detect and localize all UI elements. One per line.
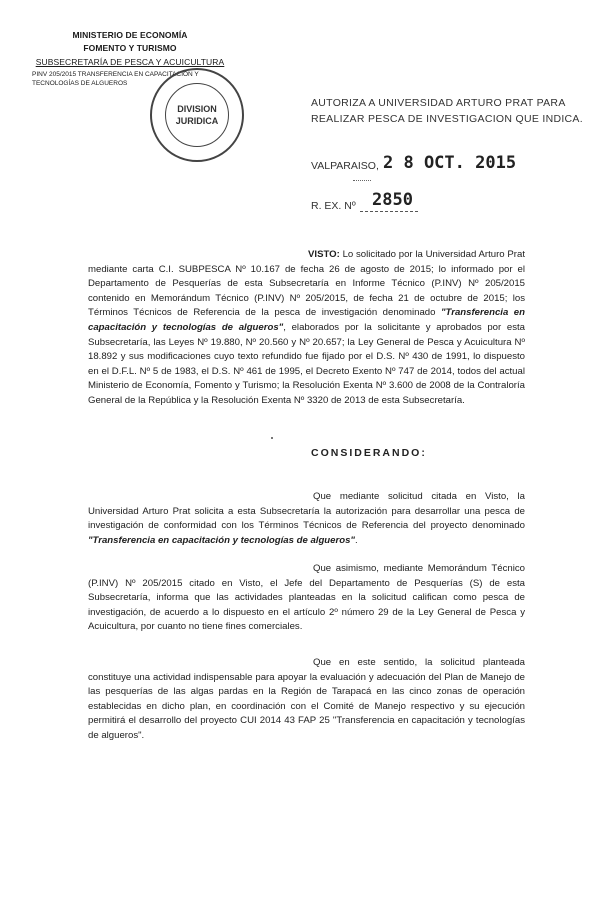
considerando-paragraph-1 — [88, 490, 525, 548]
stamp-division-text: DIVISION — [177, 104, 217, 114]
reference-line-2: TECNOLOGÍAS DE ALGUEROS — [32, 80, 128, 87]
ministry-subtitle: FOMENTO Y TURISMO — [83, 43, 177, 53]
scan-mark — [271, 437, 273, 439]
stamp-juridica-text: JURIDICA — [175, 116, 219, 126]
considerando-1-project: "Transferencia en capacitación y tecnologías de algueros" — [88, 534, 355, 546]
resolution-title-line-2: REALIZAR PESCA DE INVESTIGACION QUE INDICA. — [311, 113, 583, 125]
subsecretaria-name: SUBSECRETARÍA DE PESCA Y ACUICULTURA — [35, 57, 225, 67]
resolution-number-label: R. EX. Nº — [311, 200, 356, 212]
visto-text-2: , elaborados por la solicitante y aprobados por esta Subsecretaría, las Leyes Nº 19.880, Nº 20.560 y Nº 20.657; la Ley General de Pesca y Acuicultura Nº 18.892 y sus modificaciones cuyo texto refundido fue fijado por el D.S. Nº 430 de 1991, lo dispuesto en el D.F.L. Nº 5 de 1983, el D.S. Nº 461 de 1995, el Decreto Exento Nº 747 de 2014, todos del actual Ministerio de Economía, Fomento y Turismo; la Resolución Exenta Nº 3.600 de 2008 de la Contraloría General de la República y la Resolución Exenta Nº 3320 de 2013 de esta Subsecretaría. — [88, 321, 525, 406]
considerando-1-text: Que mediante solicitud citada en Visto, la Universidad Arturo Prat solicita a esta Subsecretaría la autorización para desarrollar una pesca de investigación de conformidad con los Términos Técnicos de Referencia del proyecto denominado — [88, 491, 525, 532]
stamp-inner-ring — [165, 83, 229, 147]
considerando-heading: CONSIDERANDO: — [311, 447, 427, 459]
date-stamp: 2 8 OCT. 2015 — [383, 153, 517, 173]
resolution-title-line-1: AUTORIZA A UNIVERSIDAD ARTURO PRAT PARA — [311, 97, 566, 109]
resolution-number-line — [360, 211, 418, 212]
visto-paragraph — [88, 248, 525, 409]
considerando-paragraph-2: Que asimismo, mediante Memorándum Técnico (P.INV) Nº 205/2015 citado en Visto, el Jefe del Departamento de Pesquerías (S) de esta Subsecretaría, informa que las actividades planteadas en la solicitud califican como pesca de investigación, de acuerdo a lo dispuesto en el artículo 2º número 29 de la Ley General de Pesca y Acuicultura, por cuanto no tiene fines comerciales. — [88, 563, 525, 633]
resolution-number: 2850 — [372, 190, 413, 210]
date-place: VALPARAISO, — [311, 160, 379, 172]
visto-project-name: "Transferencia en capacitación y tecnologías de algueros" — [88, 307, 525, 333]
ministry-name: MINISTERIO DE ECONOMÍA — [72, 30, 188, 40]
reference-line-1: PINV 205/2015 TRANSFERENCIA EN CAPACITACIÓN Y — [32, 71, 199, 78]
visto-heading: VISTO: — [308, 249, 340, 260]
visto-text-1: Lo solicitado por la Universidad Arturo Prat mediante carta C.I. SUBPESCA Nº 10.167 de fecha 26 de agosto de 2015; lo informado por el Departamento de Pesquerías de esta Subsecretaría en Informe Técnico (P.INV) Nº 205/2015 contenido en Memorándum Técnico (P.INV) Nº 205/2015, de fecha 21 de octubre de 2015; los Términos Técnicos de Referencia de la pesca de investigación denominado — [88, 249, 525, 319]
considerando-paragraph-3: Que en este sentido, la solicitud planteada constituye una actividad indispensable para apoyar la evaluación y adecuación del Plan de Manejo de las pesquerías de las algas pardas en la Región de Tarapacá en las cinco zonas de operación establecidas en dicho plan, en coordinación con el Comité de Manejo respectivo y su ejecución permitirá el desarrollo del proyecto CUI 2014 43 FAP 25 "Transferencia en capacitación y tecnologías de algueros". — [88, 657, 525, 741]
date-dotted-rule — [353, 180, 371, 181]
considerando-1-end: . — [354, 534, 358, 546]
division-juridica-stamp — [150, 68, 244, 162]
